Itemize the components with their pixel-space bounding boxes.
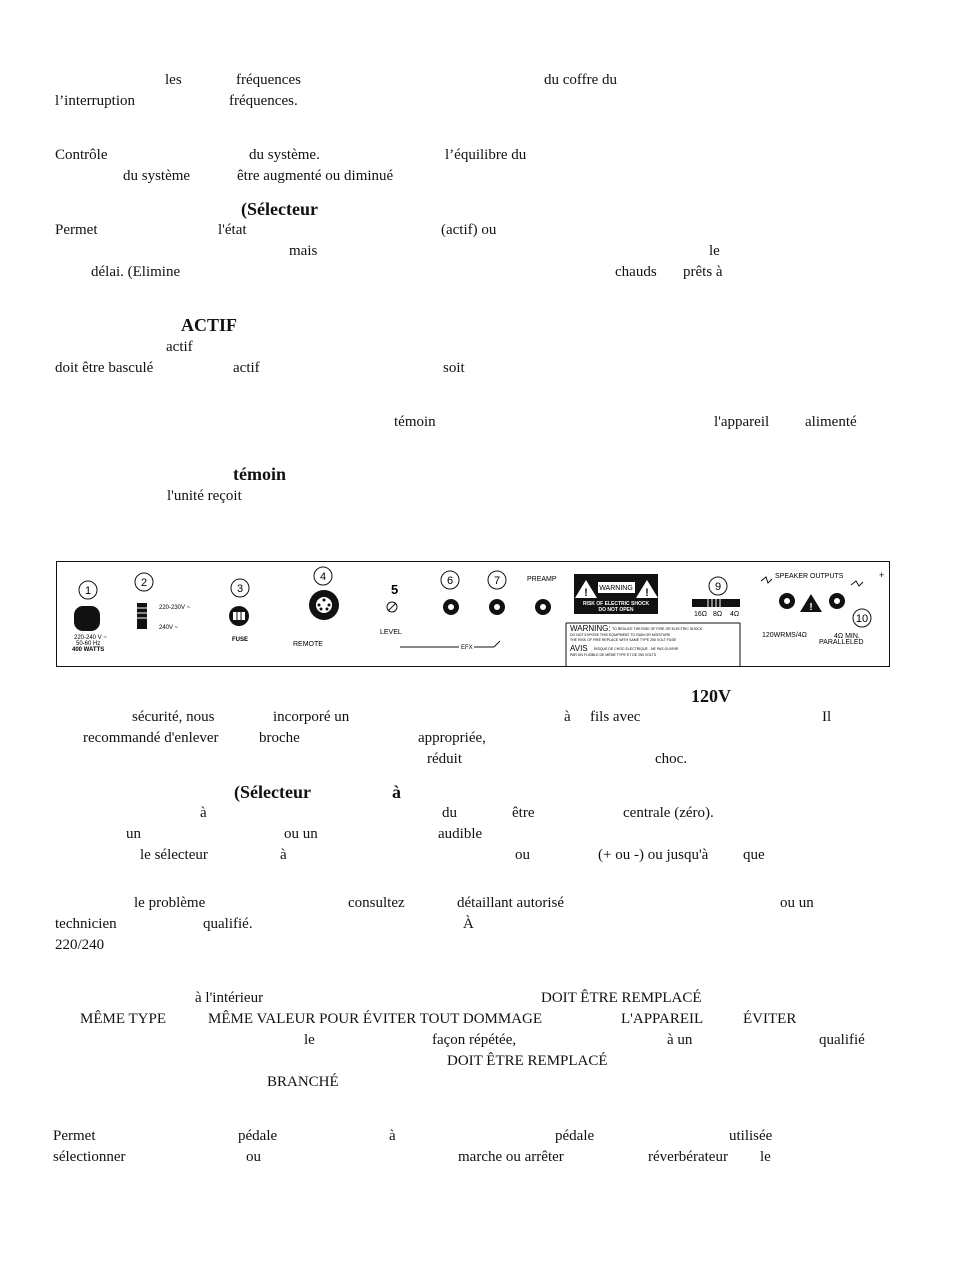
text-word: 220/240: [55, 937, 105, 953]
section-heading: 120V: [691, 686, 731, 706]
text-word: du coffre du: [544, 72, 618, 88]
text-word: soit: [443, 360, 465, 376]
fuse-label: FUSE: [232, 637, 249, 643]
text-word: centrale (zéro).: [623, 805, 714, 821]
text-word: fréquences: [236, 72, 301, 88]
text-word: technicien: [55, 916, 117, 932]
text-word: mais: [289, 243, 318, 259]
text-word: actif: [233, 360, 260, 376]
text-word: ou un: [284, 826, 318, 842]
callout-number: 1: [84, 585, 92, 597]
svg-text:+: +: [879, 570, 885, 580]
text-word: réduit: [427, 751, 462, 767]
callout-number: 2: [140, 577, 148, 589]
callout-number: 3: [236, 583, 244, 595]
voltage-selector-switch: [137, 603, 147, 629]
text-word: à: [389, 1128, 396, 1144]
text-word: le problème: [134, 895, 206, 911]
text-word: alimenté: [805, 414, 857, 430]
text-word: qualifié.: [203, 916, 253, 932]
text-word: à: [200, 805, 207, 821]
text-word: que: [743, 847, 765, 863]
min-impedance-label: 4Ω MIN.: [834, 633, 860, 640]
avis-text: RISQUE DE CHOC ELECTRIQUE - NE PAS OUVRIR: [594, 647, 679, 651]
power-frequency: 50-60 Hz: [76, 641, 101, 647]
text-word: l'appareil: [714, 414, 770, 430]
voltage-220-label: 220-230V ~: [159, 605, 191, 611]
text-word: être: [512, 805, 535, 821]
text-word: détaillant autorisé: [457, 895, 565, 911]
callout-number: 6: [446, 575, 454, 587]
callout-number: 5: [391, 582, 399, 597]
power-inlet-icon: [74, 606, 100, 631]
callout-number: 10: [855, 613, 869, 625]
text-word: À: [463, 916, 474, 932]
text-word: MÊME TYPE: [80, 1011, 166, 1027]
text-word: à un: [667, 1032, 693, 1048]
warning-title: WARNING: [599, 585, 633, 592]
text-word: le: [709, 243, 720, 259]
text-word: du système.: [249, 147, 320, 163]
remote-label: REMOTE: [293, 641, 323, 648]
text-word: L'APPAREIL: [621, 1011, 704, 1027]
ohm-16-label: 16Ω: [694, 611, 708, 618]
warning-text: DO NOT EXPOSE THIS EQUIPMENT TO RAIN OR MOISTURE: [570, 633, 671, 637]
text-word: sélectionner: [53, 1149, 126, 1165]
text-word: appropriée,: [418, 730, 486, 746]
text-word: Permet: [55, 222, 98, 238]
text-word: l’interruption: [55, 93, 135, 109]
text-word: incorporé un: [273, 709, 350, 725]
shock-warning-line2: DO NOT OPEN: [598, 607, 634, 613]
text-word: qualifié: [819, 1032, 865, 1048]
text-word: à: [564, 709, 571, 725]
text-word: audible: [438, 826, 483, 842]
text-word: l’équilibre du: [445, 147, 527, 163]
text-word: le sélecteur: [140, 847, 208, 863]
text-word: doit être basculé: [55, 360, 154, 376]
text-word: broche: [259, 730, 300, 746]
text-word: le: [760, 1149, 771, 1165]
voltage-240-label: 240V ~: [159, 625, 179, 631]
text-word: pédale: [555, 1128, 595, 1144]
text-word: délai. (Elimine: [91, 264, 181, 280]
text-word: consultez: [348, 895, 405, 911]
text-word: un: [126, 826, 141, 842]
svg-text:!: !: [584, 587, 588, 599]
callout-number: 9: [714, 581, 722, 593]
text-word: choc.: [655, 751, 688, 767]
text-word: chauds: [615, 264, 657, 280]
rear-panel-diagram: [56, 561, 890, 667]
text-word: le: [304, 1032, 315, 1048]
text-word: pédale: [238, 1128, 278, 1144]
section-heading: à: [392, 782, 401, 802]
text-word: témoin: [394, 414, 436, 430]
text-word: Contrôle: [55, 147, 108, 163]
text-word: (actif) ou: [441, 222, 497, 238]
section-heading: (Sélecteur: [234, 782, 311, 802]
text-word: ou: [246, 1149, 261, 1165]
text-word: l'unité reçoit: [167, 488, 242, 504]
text-word: l'état: [218, 222, 247, 238]
text-word: DOIT ÊTRE REMPLACÉ: [447, 1053, 608, 1069]
text-word: être augmenté ou diminué: [237, 168, 394, 184]
power-label: 220-240 V ~: [74, 635, 107, 641]
text-word: réverbérateur: [648, 1149, 728, 1165]
efx-label: EFX: [461, 645, 473, 651]
text-word: Il: [822, 709, 832, 725]
text-word: DOIT ÊTRE REMPLACÉ: [541, 990, 702, 1006]
text-word: ÉVITER: [743, 1011, 797, 1027]
text-word: du: [442, 805, 457, 821]
svg-text:!: !: [809, 602, 813, 613]
text-word: utilisée: [729, 1128, 773, 1144]
callout-number: 4: [319, 571, 327, 583]
avis-label: AVIS: [570, 644, 588, 653]
text-word: à: [280, 847, 287, 863]
section-heading: ACTIF: [181, 315, 238, 335]
text-word: ou un: [780, 895, 814, 911]
ohm-4-label: 4Ω: [730, 611, 740, 618]
text-word: (+ ou -) ou jusqu'à: [598, 847, 709, 863]
text-word: façon répétée,: [432, 1032, 517, 1048]
text-word: recommandé d'enlever: [83, 730, 219, 746]
text-word: marche ou arrêter: [458, 1149, 564, 1165]
text-word: du système: [123, 168, 191, 184]
rms-label: 120WRMS/4Ω: [762, 632, 807, 639]
text-word: actif: [166, 339, 193, 355]
text-word: ou: [515, 847, 530, 863]
text-word: fils avec: [590, 709, 641, 725]
callout-number: 7: [493, 575, 501, 587]
text-word: BRANCHÉ: [267, 1074, 339, 1090]
warning-text: THE RISK OF FIRE REPLACE WITH SAME TYPE 250 VOLT FUSE: [570, 638, 676, 642]
section-heading: témoin: [233, 464, 286, 484]
text-word: à l'intérieur: [195, 990, 264, 1006]
avis-text: PAR UN FUSIBLE DE MÊME TYPE ET DE 250 VOLTS: [570, 653, 657, 657]
preamp-label: PREAMP: [527, 576, 557, 583]
power-watts: 400 WATTS: [72, 647, 105, 653]
section-heading: (Sélecteur: [241, 199, 318, 219]
level-label: LEVEL: [380, 629, 402, 636]
warning-text-label: WARNING:: [570, 624, 611, 633]
text-word: prêts à: [683, 264, 723, 280]
text-word: sécurité, nous: [132, 709, 215, 725]
text-word: Permet: [53, 1128, 96, 1144]
text-word: fréquences.: [229, 93, 298, 109]
paralleled-label: PARALLELED: [819, 639, 864, 646]
warning-text: TO REDUCE THE RISK OF FIRE OR ELECTRIC SHOCK: [612, 627, 703, 631]
speaker-outputs-label: SPEAKER OUTPUTS: [775, 573, 844, 580]
text-word: MÊME VALEUR POUR ÉVITER TOUT DOMMAGE: [208, 1011, 543, 1027]
text-word: les: [165, 72, 182, 88]
ohm-8-label: 8Ω: [713, 611, 723, 618]
svg-text:!: !: [645, 587, 649, 599]
shock-warning-line1: RISK OF ELECTRIC SHOCK: [582, 601, 650, 607]
